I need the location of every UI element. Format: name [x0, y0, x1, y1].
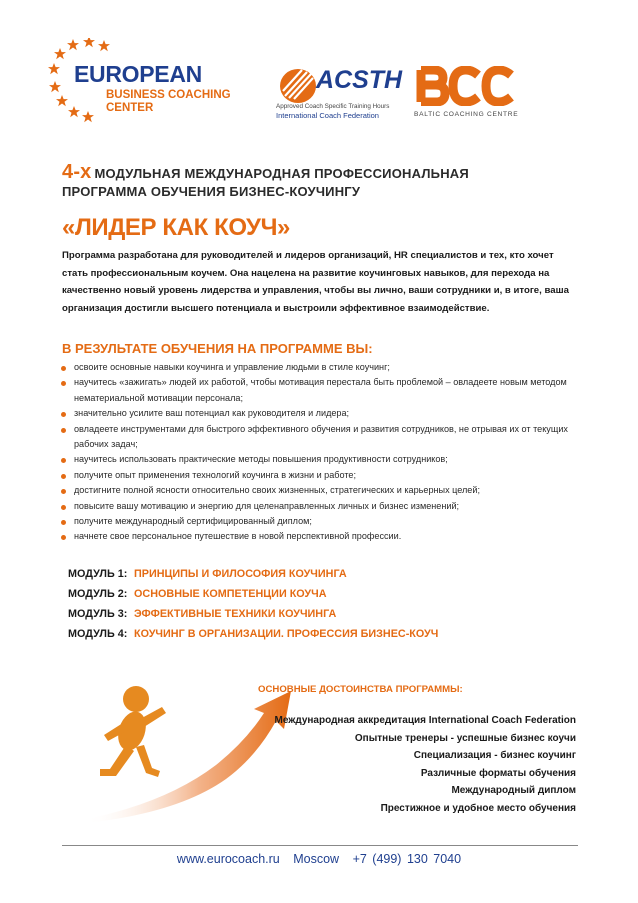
- bcc-logo-mark: [414, 66, 516, 106]
- program-intro: Программа разработана для руководителей и лидеров организаций, HR специалистов и тех, кто хочет стать профессиональным коучем. Она нацелена на развитие коучинговых навыков, для перехода на качественно новый уровень лидерства и управления, чтобы вы лично, ваши сотрудники и, в итоге, ваша организация достигли высшего потенциала и выстроили эффективное взаимодействие.: [62, 250, 569, 314]
- program-title-prefix: 4-х: [62, 161, 92, 183]
- module-label: МОДУЛЬ 1:: [68, 568, 128, 580]
- acsth-logo-name: ACSTH: [316, 66, 403, 94]
- results-heading: В РЕЗУЛЬТАТЕ ОБУЧЕНИЯ НА ПРОГРАММЕ ВЫ:: [62, 341, 373, 356]
- list-item: достигните полной ясности относительно своих жизненных, стратегических и карьерных целей;: [60, 483, 582, 498]
- module-label: МОДУЛЬ 3:: [68, 608, 128, 620]
- website-link[interactable]: www.eurocoach.ru: [176, 852, 280, 866]
- program-title-line1-text: МОДУЛЬНАЯ МЕЖДУНАРОДНАЯ ПРОФЕССИОНАЛЬНАЯ: [94, 166, 469, 181]
- city-label: Moscow: [293, 852, 340, 866]
- running-figure-illustration: [86, 673, 306, 823]
- list-item: повысите вашу мотивацию и энергию для целенаправленных личных и бизнес изменений;: [60, 499, 582, 514]
- list-item: получите опыт применения технологий коучинга в жизни и работе;: [60, 468, 582, 483]
- list-item: освоите основные навыки коучинга и управление людьми в стиле коучинг;: [60, 360, 582, 375]
- modules-list: [68, 564, 438, 644]
- list-item: значительно усилите ваш потенциал как руководителя и лидера;: [60, 406, 582, 421]
- program-name: «ЛИДЕР КАК КОУЧ»: [62, 214, 290, 241]
- ebc-logo-sub2: CENTER: [106, 102, 154, 114]
- footer-contacts: [0, 852, 638, 866]
- acsth-swoosh-icon: [277, 64, 319, 106]
- module-row: [68, 604, 438, 624]
- acsth-logo-line2: International Coach Federation: [276, 111, 379, 120]
- list-item: Различные форматы обучения: [420, 767, 576, 779]
- advantages-list: [275, 712, 576, 817]
- list-item: научитесь использовать практические методы повышения продуктивности сотрудников;: [60, 452, 582, 467]
- list-item: начнете свое персональное путешествие в новой перспективной профессии.: [60, 529, 582, 544]
- list-item: Международный диплом: [451, 785, 576, 796]
- list-item: Престижное и удобное место обучения: [380, 802, 576, 814]
- list-item: получите международный сертифицированный диплом;: [60, 514, 582, 529]
- ebc-logo-title: EUROPEAN: [74, 61, 202, 87]
- list-item: Международная аккредитация International Coach Federation: [274, 715, 576, 726]
- list-item: Опытные тренеры - успешные бизнес коучи: [354, 732, 576, 744]
- module-label: МОДУЛЬ 2:: [68, 588, 128, 600]
- ebc-logo-sub1: BUSINESS COACHING: [106, 89, 231, 101]
- module-name: КОУЧИНГ В ОРГАНИЗАЦИИ. ПРОФЕССИЯ БИЗНЕС-КОУЧ: [134, 628, 439, 640]
- program-title-line2: ПРОГРАММА ОБУЧЕНИЯ БИЗНЕС-КОУЧИНГУ: [62, 184, 361, 199]
- list-item: Специализация - бизнес коучинг: [413, 750, 576, 761]
- list-item: научитесь «зажигать» людей их работой, чтобы мотивация перестала быть проблемой – овладеете новым методом нематериальной мотивации персонала;: [60, 375, 582, 406]
- program-title-line1: [62, 161, 469, 184]
- phone-number[interactable]: +7 (499) 130 7040: [352, 852, 462, 866]
- module-row: [68, 584, 438, 604]
- module-row: [68, 624, 438, 644]
- results-list: [60, 360, 582, 545]
- module-name: ПРИНЦИПЫ И ФИЛОСОФИЯ КОУЧИНГА: [134, 568, 347, 580]
- module-label: МОДУЛЬ 4:: [68, 628, 128, 640]
- module-name: ЭФФЕКТИВНЫЕ ТЕХНИКИ КОУЧИНГА: [134, 608, 337, 620]
- module-name: ОСНОВНЫЕ КОМПЕТЕНЦИИ КОУЧА: [134, 588, 327, 600]
- module-row: [68, 564, 438, 584]
- bcc-logo-subtitle: BALTIC COACHING CENTRE: [414, 111, 519, 118]
- footer-divider: [62, 845, 578, 846]
- list-item: овладеете инструментами для быстрого эффективного обучения и развития сотрудников, не отрывая их от текущих рабочих задач;: [60, 422, 582, 453]
- acsth-logo-line1: Approved Coach Specific Training Hours: [276, 103, 390, 110]
- ebc-logo-subtitle: [106, 89, 231, 115]
- advantages-heading: ОСНОВНЫЕ ДОСТОИНСТВА ПРОГРАММЫ:: [258, 684, 463, 695]
